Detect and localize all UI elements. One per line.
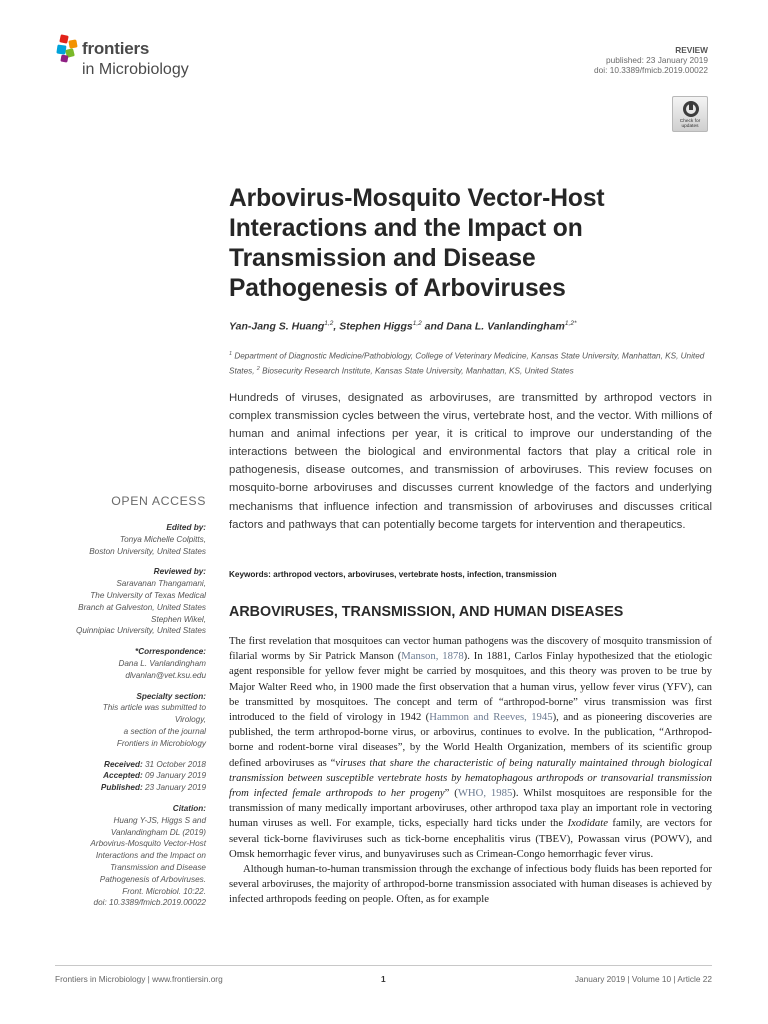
body-paragraph: Although human-to-human transmission through the exchange of infectious body fluids has been reported for several arboviruses, the majority of arthropod-borne transmission associated with human diseases is achieved by infected arthropods feeding on people. Often, as for example bbox=[229, 863, 712, 906]
check-for-updates-badge[interactable] bbox=[672, 96, 708, 132]
received-date bbox=[60, 759, 206, 771]
article-meta bbox=[594, 45, 708, 75]
citation-label: Citation: bbox=[172, 803, 206, 813]
specialty-line: a section of the journal bbox=[123, 726, 206, 736]
reviewed-by-label: Reviewed by: bbox=[153, 567, 206, 577]
badge-label bbox=[673, 119, 707, 129]
reviewer-line: Quinnipiac University, United States bbox=[76, 626, 206, 636]
article-body bbox=[229, 634, 712, 908]
received-value: 31 October 2018 bbox=[142, 759, 206, 769]
body-text: ). In 1881, Carlos Finlay hypothesized that the etiologic agent responsible for yellow fever might be carried by mosquitoes, and this theory was proven to be true by Major Walter Reed who, in 1900 made the first observation that a human virus, yellow fever virus (YFV), can be transmitted by mosquitoes. The concept and term of “arthropod-borne” virus transmission was first introduced to the field of virology in 1942 ( bbox=[229, 650, 712, 724]
published-date-sidebar bbox=[60, 782, 206, 794]
body-text: ). Whilst mosquitoes are responsible for the transmission of many medically important arboviruses, other arthropod taxa play an important role in vectoring human viruses as well. For example, ticks, especially hard ticks under the bbox=[229, 787, 713, 830]
received-label: Received: bbox=[104, 759, 143, 769]
taxon-name: Ixodidate bbox=[567, 817, 608, 830]
keywords-label: Keywords: bbox=[229, 570, 271, 579]
citation-link[interactable]: Manson, 1878 bbox=[401, 650, 464, 663]
citation-line: Transmission and Disease bbox=[110, 862, 206, 872]
accepted-value: 09 January 2019 bbox=[142, 771, 206, 781]
edited-by-block bbox=[60, 522, 206, 557]
citation-line: Interactions and the Impact on bbox=[95, 851, 206, 861]
author-affiliation-marker: 1,2* bbox=[564, 320, 577, 327]
badge-line-1: Check for bbox=[679, 119, 701, 124]
specialty-line: Frontiers in Microbiology bbox=[116, 738, 206, 748]
footer-journal-link[interactable]: Frontiers in Microbiology | www.frontiersin.org bbox=[55, 974, 223, 984]
citation-line: Arbovirus-Mosquito Vector-Host bbox=[90, 839, 206, 849]
author-list bbox=[229, 320, 709, 333]
quoted-definition: viruses that share the characteristic of being naturally maintained through biological transmission between susceptible vertebrate hosts by hematophagous arthropods or transovarial transmission from infected female arthropods to her progeny bbox=[229, 756, 712, 800]
reviewer-line: Stephen Wikel, bbox=[151, 614, 206, 624]
author-affiliation-marker: 1,2 bbox=[412, 320, 422, 327]
author-separator: and bbox=[421, 320, 447, 333]
editor-line: Tonya Michelle Colpitts, bbox=[119, 534, 206, 544]
author-name[interactable]: Dana L. Vanlandingham bbox=[446, 320, 565, 333]
published-date: published: 23 January 2019 bbox=[606, 55, 708, 65]
citation-line: doi: 10.3389/fmicb.2019.00022 bbox=[93, 898, 206, 908]
specialty-section-label: Specialty section: bbox=[136, 691, 206, 701]
published-label: Published: bbox=[100, 783, 143, 793]
affiliation-text: Biosecurity Research Institute, Kansas State University, Manhattan, KS, United States bbox=[259, 366, 574, 376]
correspondence-label: *Correspondence: bbox=[135, 647, 206, 657]
keywords-list: arthropod vectors, arboviruses, vertebrate hosts, infection, transmission bbox=[270, 570, 557, 579]
body-text: The first revelation that mosquitoes can vector human pathogens was the discovery of mosquito transmission of filarial worms by Sir Patrick Manson ( bbox=[229, 635, 712, 663]
author-affiliation-marker: 1,2 bbox=[324, 320, 334, 327]
affiliations bbox=[229, 348, 714, 377]
body-paragraph bbox=[229, 634, 712, 862]
citation-block bbox=[60, 803, 206, 909]
reviewer-line: Saravanan Thangamani, bbox=[116, 579, 206, 589]
article-title: Arbovirus-Mosquito Vector-Host Interactions and the Impact on Transmission and Disease Pathogenesis of Arboviruses bbox=[229, 185, 605, 302]
specialty-line: Virology, bbox=[174, 715, 206, 725]
check-updates-icon bbox=[682, 100, 700, 118]
badge-line-2: updates bbox=[681, 124, 699, 129]
accepted-label: Accepted: bbox=[103, 771, 143, 781]
citation-line: Front. Microbiol. 10:22. bbox=[122, 886, 206, 896]
dates-block bbox=[60, 759, 206, 794]
open-access-label: OPEN ACCESS bbox=[111, 494, 206, 508]
affiliation-text: Department of Diagnostic Medicine/Pathobiology, College of Veterinary Medicine, Kansas State University, Manhattan, KS, United States, bbox=[229, 351, 705, 376]
editor-line: Boston University, United States bbox=[89, 546, 206, 556]
footer-issue-info: January 2019 | Volume 10 | Article 22 bbox=[574, 974, 712, 984]
specialty-section-block bbox=[60, 691, 206, 750]
body-text: family, are vectors for several tick-borne flaviviruses such as tick-borne encephalitis virus (TBEV), Powassan virus (POWV), and Omsk hemorrhagic fever virus, and bunyaviruses such as Crimean-Congo hemorrhagic fever virus. bbox=[229, 817, 713, 860]
citation-line: Vanlandingham DL (2019) bbox=[110, 827, 206, 837]
page-number: 1 bbox=[381, 974, 386, 984]
reviewed-by-block bbox=[60, 566, 206, 637]
published-value: 23 January 2019 bbox=[142, 783, 206, 793]
edited-by-label: Edited by: bbox=[166, 523, 206, 532]
affiliation-number: 1 bbox=[229, 351, 233, 357]
author-separator: , bbox=[333, 320, 340, 333]
frontiers-logo-icon bbox=[55, 34, 81, 64]
section-heading: ARBOVIRUSES, TRANSMISSION, AND HUMAN DISEASES bbox=[229, 604, 624, 620]
reviewer-line: The University of Texas Medical bbox=[90, 590, 206, 600]
journal-logo bbox=[55, 31, 215, 81]
abstract: Hundreds of viruses, designated as arboviruses, are transmitted by arthropod vectors in complex transmission cycles between the virus, vertebrate host, and the vector. With millions of human and animal infections per year, it is critical to improve our understanding of the interactions between the biological and environmental factors that play a critical role in pathogenesis, disease outcomes, and transmission of arboviruses. This review focuses on mosquito-borne arboviruses and discusses current knowledge of the factors and underlying mechanisms that influence infection and transmission of arboviruses and discusses critical factors and pathways that can potentially become targets for intervention and therapeutics. bbox=[229, 392, 712, 531]
citation-link[interactable]: Hammon and Reeves, 1945 bbox=[429, 711, 553, 724]
body-text: ), and as pioneering discoveries are published, the term arthropod-borne virus, or arbovirus, continues to evolve. In the publication, “Arthropod-borne and rodent-borne viral diseases”, by the World Health Organization, members of its scientific group defined arboviruses as “ bbox=[229, 711, 712, 769]
affiliation-number: 2 bbox=[256, 365, 260, 372]
reviewer-line: Branch at Galveston, United States bbox=[78, 602, 206, 612]
correspondence-email[interactable]: dlvanlan@vet.ksu.edu bbox=[125, 670, 206, 680]
author-name[interactable]: Yan-Jang S. Huang bbox=[229, 320, 325, 333]
article-type: REVIEW bbox=[675, 45, 708, 55]
author-name[interactable]: Stephen Higgs bbox=[339, 320, 413, 333]
article-sidebar bbox=[60, 494, 206, 918]
accepted-date bbox=[60, 770, 206, 782]
journal-name: frontiers bbox=[82, 39, 150, 58]
journal-subtitle: in Microbiology bbox=[82, 61, 189, 78]
citation-link[interactable]: WHO, 1985 bbox=[457, 787, 513, 800]
correspondence-name: Dana L. Vanlandingham bbox=[118, 658, 206, 668]
footer-divider bbox=[55, 965, 712, 966]
keywords bbox=[229, 570, 712, 579]
citation-line: Pathogenesis of Arboviruses. bbox=[99, 874, 206, 884]
specialty-line: This article was submitted to bbox=[102, 703, 206, 713]
correspondence-block bbox=[60, 646, 206, 681]
article-doi[interactable]: doi: 10.3389/fmicb.2019.00022 bbox=[594, 65, 708, 75]
body-text: ” ( bbox=[444, 787, 458, 800]
citation-line: Huang Y-JS, Higgs S and bbox=[113, 815, 206, 825]
